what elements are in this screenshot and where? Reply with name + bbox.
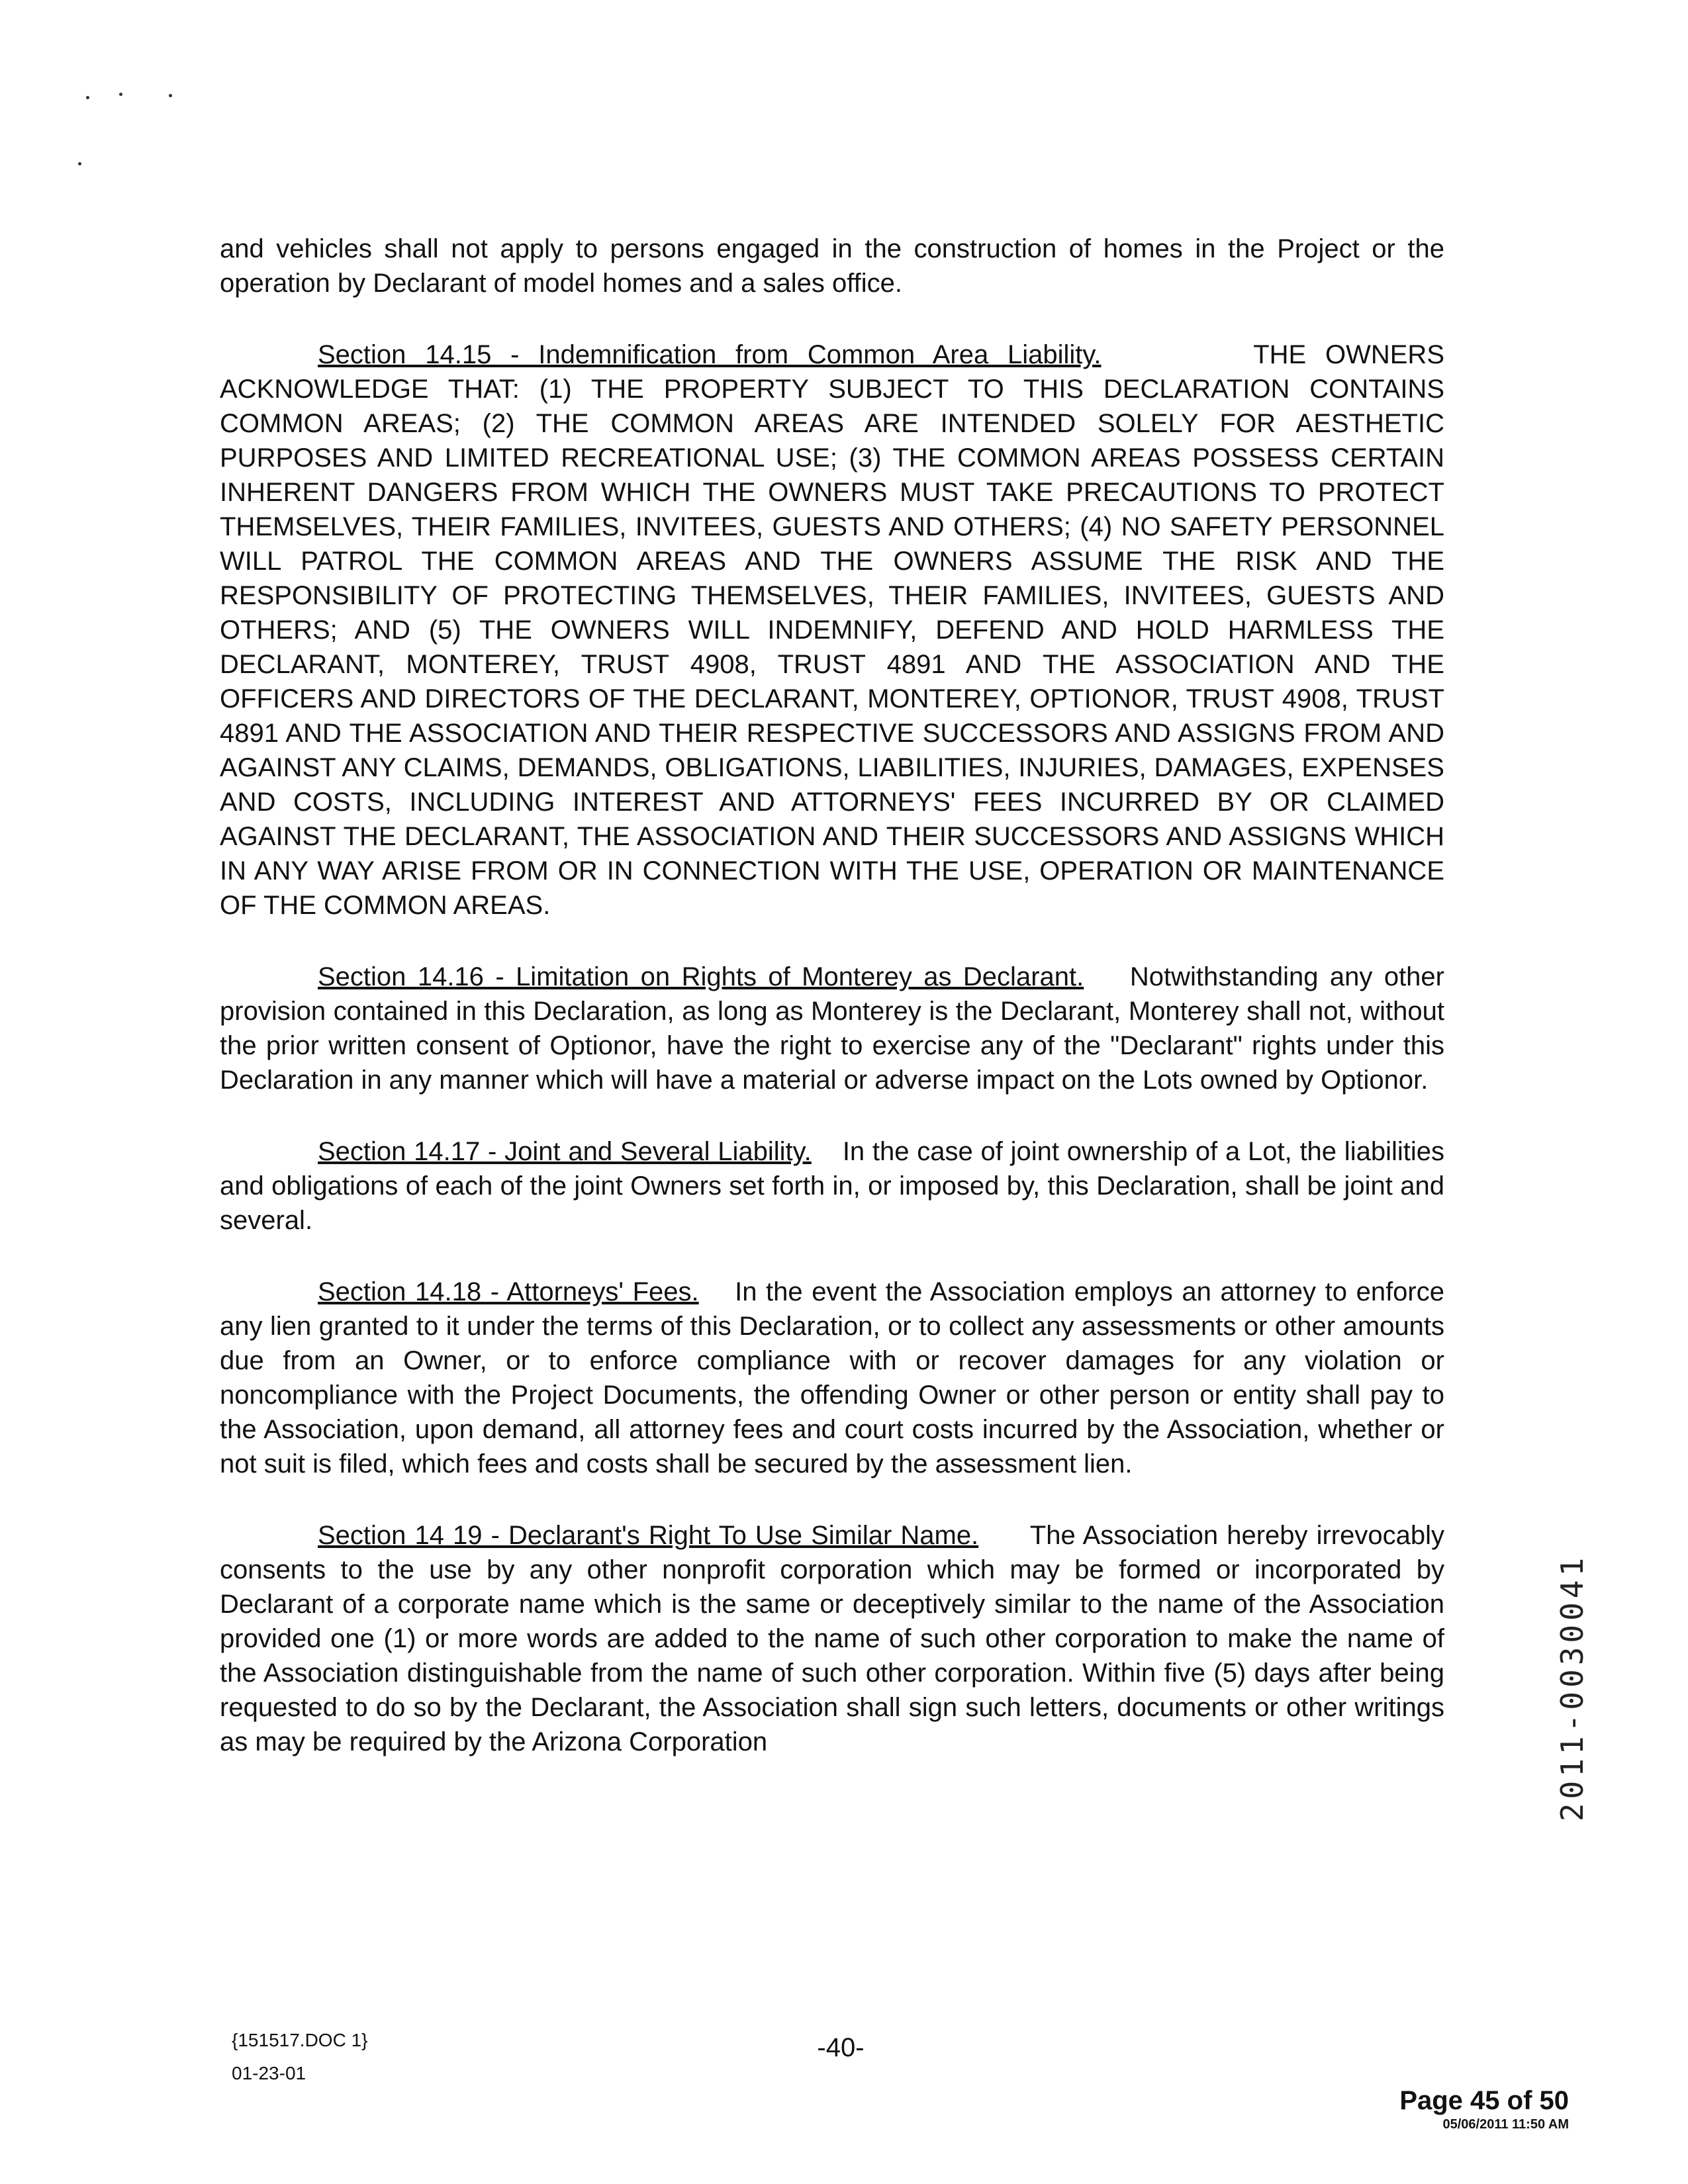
section-heading: Section 14.15 - Indemnification from Common Area Liability. bbox=[318, 340, 1102, 369]
recording-number: 2011-0030041 bbox=[1554, 1553, 1590, 1822]
section-heading: Section 14 19 - Declarant's Right To Use Similar Name. bbox=[318, 1521, 979, 1550]
section-14-18 bbox=[220, 1275, 1444, 1481]
document-body bbox=[220, 232, 1444, 1796]
section-14-19 bbox=[220, 1518, 1444, 1759]
section-heading: Section 14.17 - Joint and Several Liability. bbox=[318, 1137, 812, 1166]
section-heading: Section 14.18 - Attorneys' Fees. bbox=[318, 1277, 699, 1306]
section-text: The Association hereby irrevocably consents to the use by any other nonprofit corporation which may be formed or incorporated by Declarant of a corporate name which is the same or deceptively similar to the name of the Association provided one (1) or more words are added to the name of such other corporation to make the name of the Association distinguishable from the name of such other corporation. Within five (5) days after being requested to do so by the Declarant, the Association shall sign such letters, documents or other writings as may be required by the Arizona Corporation bbox=[220, 1521, 1445, 1756]
recording-page-stamp bbox=[1399, 2085, 1569, 2132]
footer-page-number: -40- bbox=[817, 2033, 865, 2062]
footer-date: 01-23-01 bbox=[232, 2063, 306, 2083]
paragraph-text: and vehicles shall not apply to persons engaged in the construction of homes in the Project or the operation by Declarant of model homes and a sales office. bbox=[220, 234, 1444, 298]
scan-speck bbox=[169, 94, 172, 97]
section-14-15 bbox=[220, 338, 1444, 923]
section-heading: Section 14.16 - Limitation on Rights of Monterey as Declarant. bbox=[318, 962, 1084, 991]
section-14-16 bbox=[220, 960, 1444, 1097]
scan-speck bbox=[119, 93, 122, 96]
recording-page-label: Page 45 of 50 bbox=[1399, 2086, 1569, 2115]
section-14-17 bbox=[220, 1134, 1444, 1238]
section-text: In the event the Association employs an attorney to enforce any lien granted to it under the terms of this Declaration, or to collect any assessments or other amounts due from an Owner, or to enforce compliance with or recover damages for any violation or noncompliance with the Project Documents, the offending Owner or other person or entity shall pay to the Association, upon demand, all attorney fees and court costs incurred by the Association, whether or not suit is filed, which fees and costs shall be secured by the assessment lien. bbox=[220, 1277, 1444, 1479]
section-text: In the case of joint ownership of a Lot, the liabilities and obligations of each of the joint Owners set forth in, or imposed by, this Declaration, shall be joint and several. bbox=[220, 1137, 1444, 1235]
footer-doc-info bbox=[232, 2024, 368, 2090]
section-text: THE OWNERS ACKNOWLEDGE THAT: (1) THE PROPERTY SUBJECT TO THIS DECLARATION CONTAINS COMMON AREAS; (2) THE COMMON AREAS ARE INTENDED SOLELY FOR AESTHETIC PURPOSES AND LIMITED RECREATIONAL USE; (3) THE COMMON AREAS POSSESS CERTAIN INHERENT DANGERS FROM WHICH THE OWNERS MUST TAKE PRECAUTIONS TO PROTECT THEMSELVES, THEIR FAMILIES, INVITEES, GUESTS AND OTHERS; (4) NO SAFETY PERSONNEL WILL PATROL THE COMMON AREAS AND THE OWNERS ASSUME THE RISK AND THE RESPONSIBILITY OF PROTECTING THEMSELVES, THEIR FAMILIES, INVITEES, GUESTS AND OTHERS; AND (5) THE OWNERS WILL INDEMNIFY, DEFEND AND HOLD HARMLESS THE DECLARANT, MONTEREY, TRUST 4908, TRUST 4891 AND THE ASSOCIATION AND THE OFFICERS AND DIRECTORS OF THE DECLARANT, MONTEREY, OPTIONOR, TRUST 4908, TRUST 4891 AND THE ASSOCIATION AND THEIR RESPECTIVE SUCCESSORS AND ASSIGNS FROM AND AGAINST ANY CLAIMS, DEMANDS, OBLIGATIONS, LIABILITIES, INJURIES, DAMAGES, EXPENSES AND COSTS, INCLUDING INTEREST AND ATTORNEYS' FEES INCURRED BY OR CLAIMED AGAINST THE DECLARANT, THE ASSOCIATION AND THEIR SUCCESSORS AND ASSIGNS WHICH IN ANY WAY ARISE FROM OR IN CONNECTION WITH THE USE, OPERATION OR MAINTENANCE OF THE COMMON AREAS. bbox=[220, 340, 1444, 920]
scan-speck bbox=[86, 96, 89, 99]
scan-speck bbox=[78, 162, 81, 165]
section-text: Notwithstanding any other provision contained in this Declaration, as long as Monterey is the Declarant, Monterey shall not, without the prior written consent of Optionor, have the right to exercise any of the "Declarant" rights under this Declaration in any manner which will have a material or adverse impact on the Lots owned by Optionor. bbox=[220, 962, 1444, 1095]
recording-timestamp: 05/06/2011 11:50 AM bbox=[1442, 2117, 1569, 2132]
footer-doc-id: {151517.DOC 1} bbox=[232, 2030, 368, 2050]
paragraph-continuation bbox=[220, 232, 1444, 300]
recording-number-stamp bbox=[1542, 1522, 1602, 1853]
